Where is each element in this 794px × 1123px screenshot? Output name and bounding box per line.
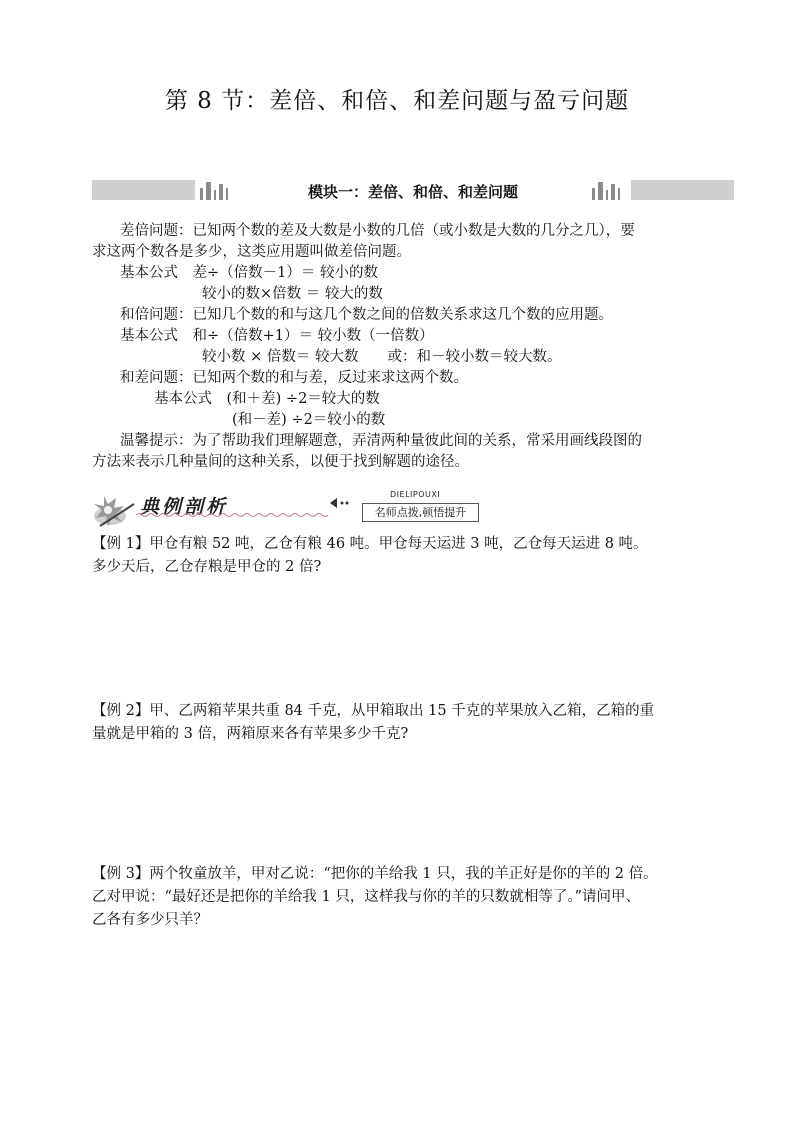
page-title: 第 8 节：差倍、和倍、和差问题与盈亏问题 [164, 88, 630, 114]
section-subtitle-en: DIELIPOUXI [390, 490, 441, 499]
intro-line: 和差问题：已知两个数的和与差，反过来求这两个数。 [120, 370, 468, 386]
example-2 [92, 700, 712, 746]
arrow-left-icon [328, 497, 354, 509]
pen-flower-icon [90, 490, 138, 530]
section-title: 典例剖析 [140, 496, 229, 518]
example-line: 多少天后，乙仓存粮是甲仓的 2 倍? [92, 559, 322, 575]
intro-text [92, 221, 712, 473]
intro-line: 差倍问题：已知两个数的差及大数是小数的几倍（或小数是大数的几分之几），要 [120, 223, 635, 239]
example-line: 【例 3】两个牧童放羊，甲对乙说：“把你的羊给我 1 只，我的羊正好是你的羊的 2 倍。 [92, 866, 658, 882]
example-line: 乙对甲说：“最好还是把你的羊给我 1 只，这样我与你的羊的只数就相等了。”请问甲、 [92, 889, 641, 905]
formula-line: 基本公式 和÷（倍数+1）＝ 较小数（一倍数） [120, 328, 434, 344]
section-header [90, 488, 485, 530]
banner-bar-right [631, 180, 734, 200]
banner-ticks-right-icon [592, 182, 622, 200]
intro-line: 求这两个数各是多少，这类应用题叫做差倍问题。 [92, 244, 411, 260]
formula-line: 基本公式 差÷（倍数－1）＝ 较小的数 [120, 265, 378, 281]
module-title: 模块一：差倍、和倍、和差问题 [307, 183, 518, 201]
example-line: 【例 1】甲仓有粮 52 吨，乙仓有粮 46 吨。甲仓每天运进 3 吨，乙仓每天运进 8 吨。 [92, 536, 648, 552]
example-line: 乙各有多少只羊？ [92, 912, 208, 928]
example-line: 【例 2】甲、乙两箱苹果共重 84 千克，从甲箱取出 15 千克的苹果放入乙箱，乙箱的重 [92, 703, 655, 719]
tip-line: 方法来表示几种量间的这种关系，以便于找到解题的途径。 [92, 454, 469, 470]
example-1 [92, 533, 712, 579]
section-subtitle-cn: 名师点拨,顿悟提升 [362, 503, 479, 522]
example-3 [92, 863, 712, 932]
intro-line: 和倍问题：已知几个数的和与这几个数之间的倍数关系求这几个数的应用题。 [120, 307, 613, 323]
formula-line: 较小的数×倍数 ＝ 较大的数 [202, 286, 383, 302]
formula-line: 较小数 × 倍数＝ 较大数 或：和－较小数＝较大数。 [202, 349, 562, 365]
module-banner [92, 178, 734, 204]
tip-line: 温馨提示：为了帮助我们理解题意，弄清两种量彼此间的关系，常采用画线段图的 [120, 433, 642, 449]
formula-line: (和－差) ÷2＝较小的数 [232, 412, 386, 428]
example-line: 量就是甲箱的 3 倍，两箱原来各有苹果多少千克? [92, 726, 409, 742]
formula-line: 基本公式 (和＋差) ÷2＝较大的数 [154, 391, 380, 407]
